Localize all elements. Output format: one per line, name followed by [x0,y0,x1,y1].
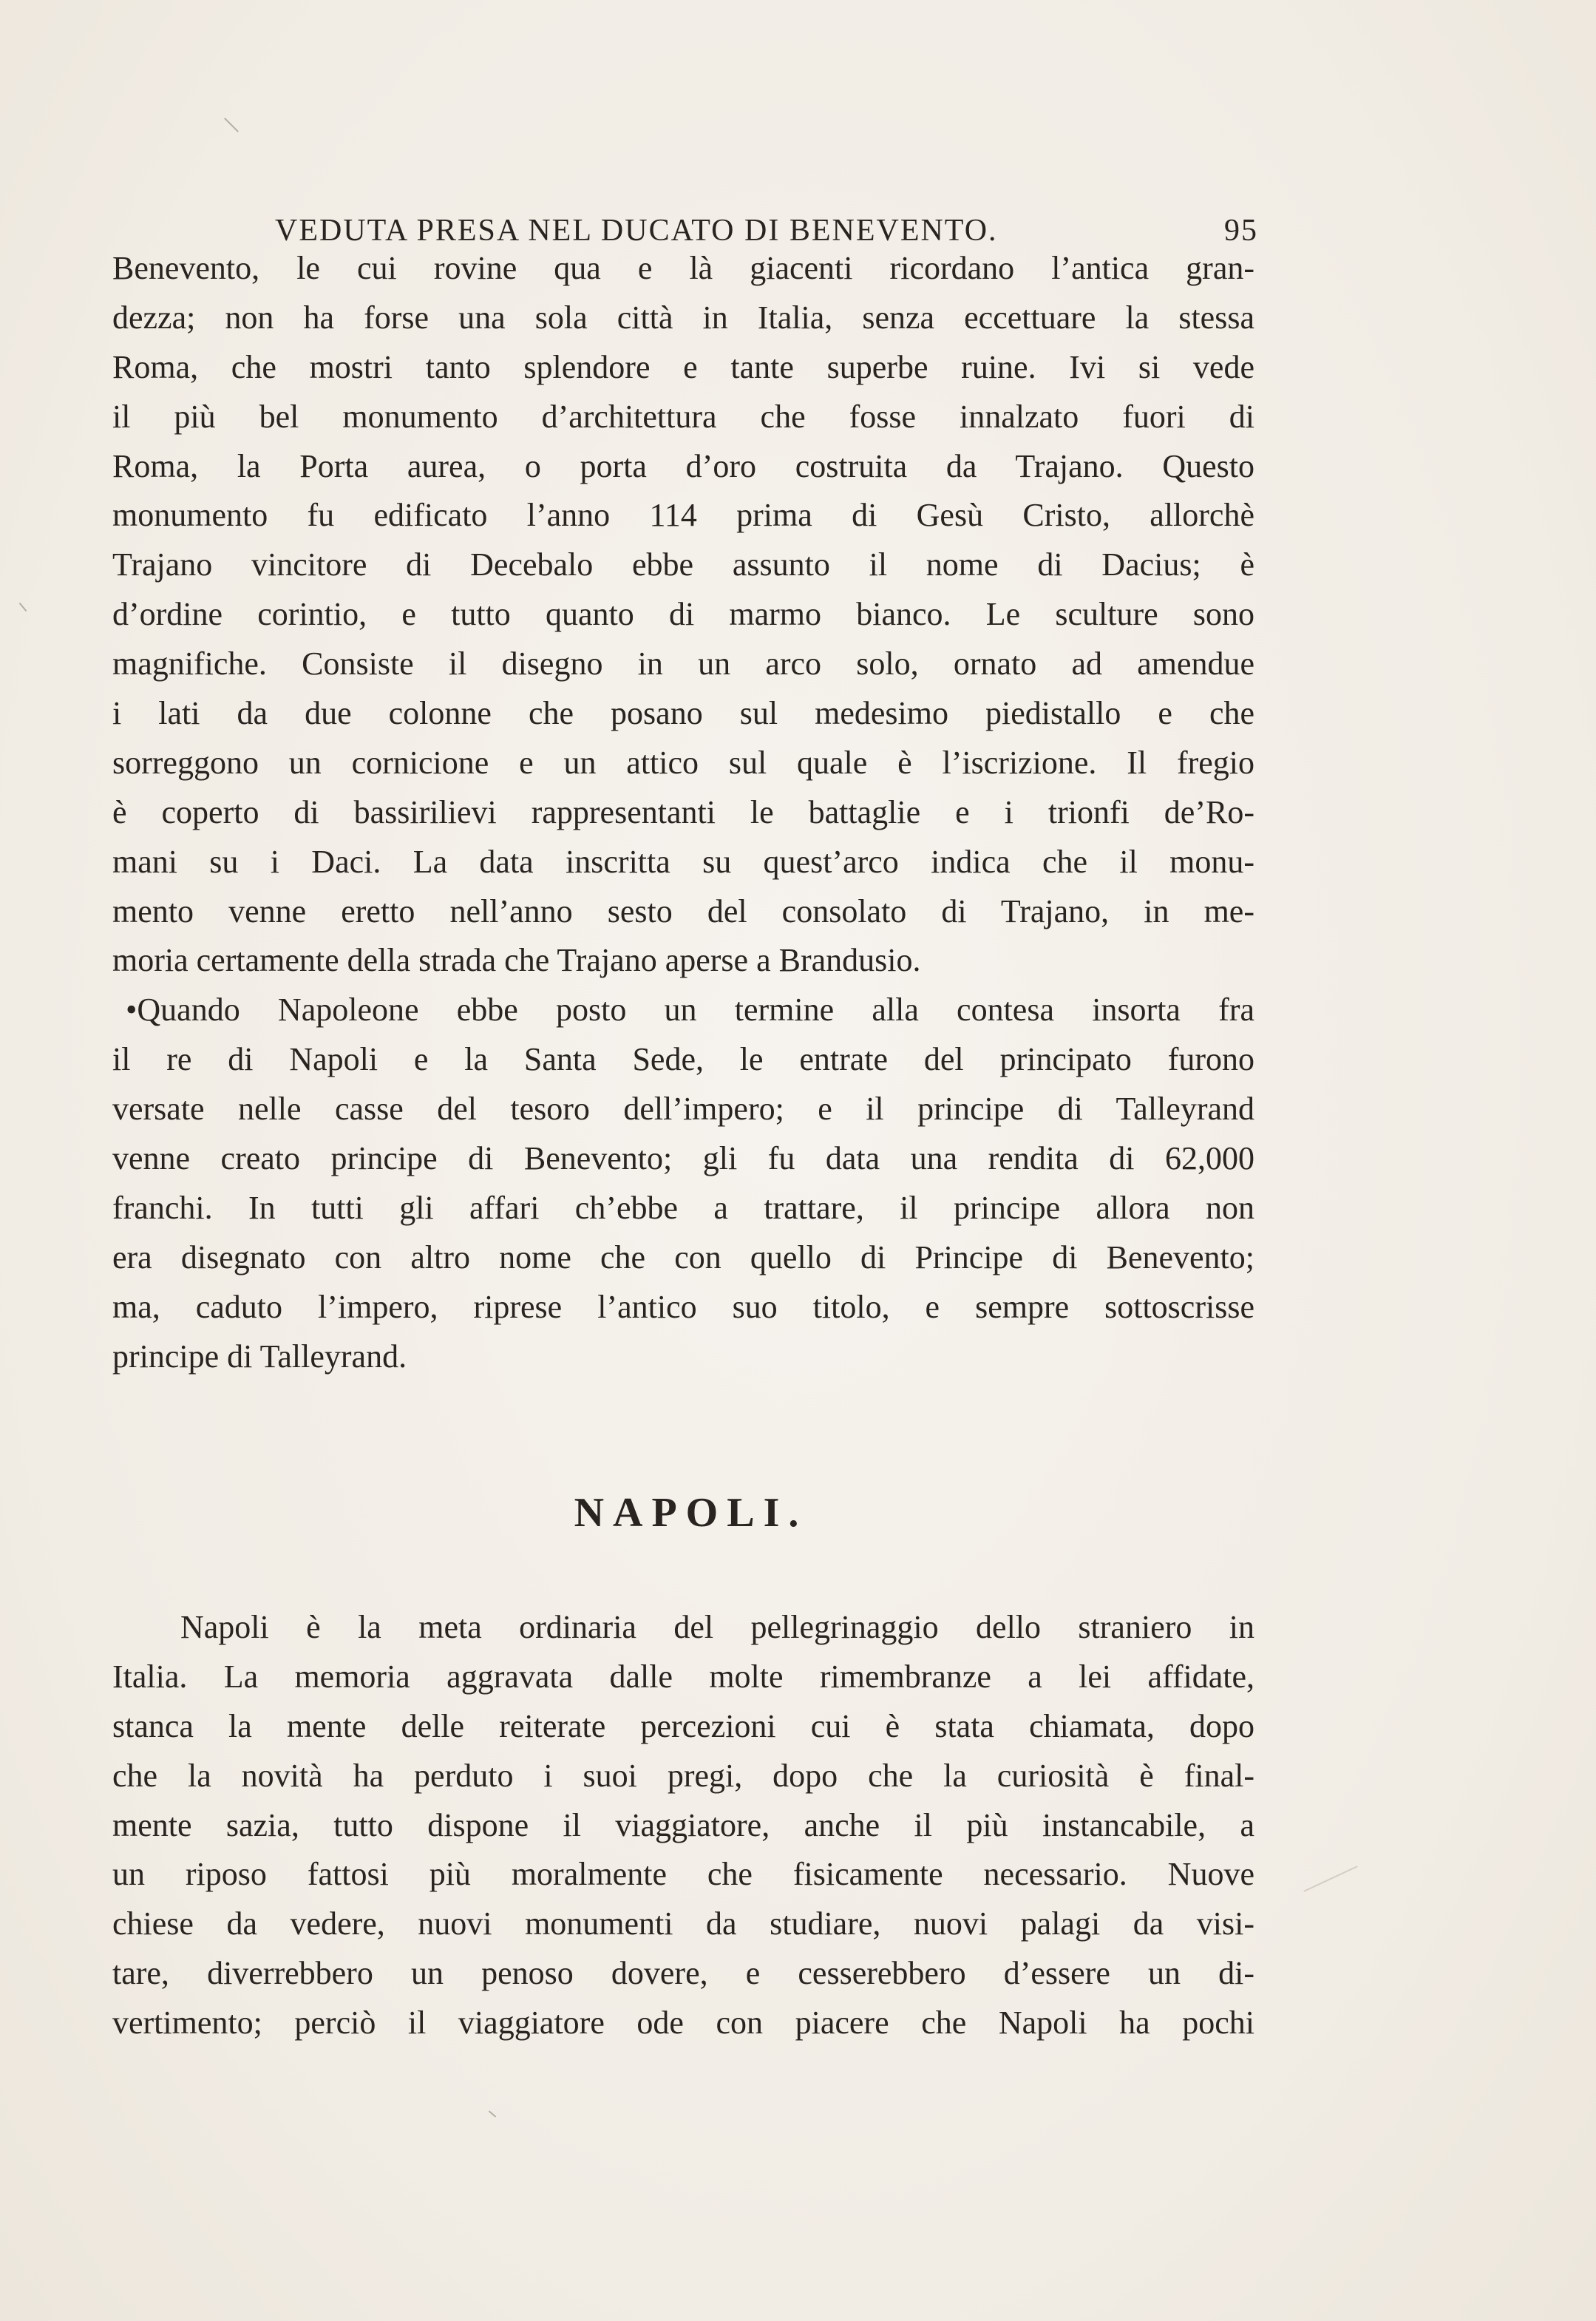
text-line: mente sazia, tutto dispone il viaggiatore, anche il più instancabile, a [112,1806,1254,1843]
text-line: il re di Napoli e la Santa Sede, le entrate del principato furono [112,1041,1254,1078]
section-heading: NAPOLI. [574,1490,808,1536]
text-line: monumento fu edificato l’anno 114 prima di Gesù Cristo, allorchè [112,497,1254,534]
text-line: un riposo fattosi più moralmente che fisicamente necessario. Nuove [112,1856,1254,1893]
text-block-napoli [112,1603,1254,2048]
text-line: magnifiche. Consiste il disegno in un arco solo, ornato ad amendue [112,646,1254,682]
text-line: era disegnato con altro nome che con quello di Principe di Benevento; [112,1239,1254,1275]
text-line: mani su i Daci. La data inscritta su quest’arco indica che il monu- [112,843,1254,880]
text-block-top [112,244,1254,1381]
text-line: è coperto di bassirilievi rappresentanti le battaglie e i trionfi de’Ro- [112,793,1254,830]
text-line: vertimento; perciò il viaggiatore ode con piacere che Napoli ha pochi [112,2005,1254,2042]
text-line: versate nelle casse del tesoro dell’impero; e il principe di Talleyrand [112,1091,1254,1128]
text-line: sorreggono un cornicione e un attico sul quale è l’iscrizione. Il fregio [112,744,1254,781]
page-speck [224,118,239,132]
text-line: Trajano vincitore di Decebalo ebbe assunto il nome di Dacius; è [112,546,1254,583]
text-line: venne creato principe di Benevento; gli fu data una rendita di 62,000 [112,1140,1254,1177]
text-line: Roma, la Porta aurea, o porta d’oro costruita da Trajano. Questo [112,447,1254,484]
page-speck [19,603,27,611]
text-line: i lati da due colonne che posano sul medesimo piedistallo e che [112,695,1254,732]
text-line: stanca la mente delle reiterate percezioni cui è stata chiamata, dopo [112,1707,1254,1744]
running-head-title: VEDUTA PRESA NEL DUCATO DI BENEVENTO. [275,214,998,248]
text-line: il più bel monumento d’architettura che fosse innalzato fuori di [112,398,1254,435]
text-line: moria certamente della strada che Trajano aperse a Brandusio. [112,942,921,979]
text-line: che la novità ha perduto i suoi pregi, dopo che la curiosità è final- [112,1757,1254,1794]
text-line: Napoli è la meta ordinaria del pellegrinaggio dello straniero in [180,1609,1254,1645]
text-line: chiese da vedere, nuovi monumenti da studiare, nuovi palagi da visi- [112,1905,1254,1942]
page-number: 95 [1224,214,1258,248]
text-line: •Quando Napoleone ebbe posto un termine alla contesa insorta fra [126,992,1254,1029]
paragraph-talleyrand [112,986,1254,1381]
text-line: dezza; non ha forse una sola città in Italia, senza eccettuare la stessa [112,299,1254,336]
text-line: principe di Talleyrand. [112,1338,407,1375]
text-line: franchi. In tutti gli affari ch’ebbe a trattare, il principe allora non [112,1189,1254,1226]
text-line: Roma, che mostri tanto splendore e tante superbe ruine. Ivi si vede [112,348,1254,385]
text-line: d’ordine corintio, e tutto quanto di marmo bianco. Le sculture sono [112,596,1254,633]
text-line: Italia. La memoria aggravata dalle molte rimembranze a lei affidate, [112,1658,1254,1695]
text-line: tare, diverrebbero un penoso dovere, e cesserebbero d’essere un di- [112,1955,1254,1992]
text-line: ma, caduto l’impero, riprese l’antico suo titolo, e sempre sottoscrisse [112,1288,1254,1325]
page-speck [489,2110,496,2117]
page-speck [1303,1866,1357,1892]
text-line: Benevento, le cui rovine qua e là giacenti ricordano l’antica gran- [112,250,1254,286]
paragraph-continued [112,244,1254,986]
text-line: mento venne eretto nell’anno sesto del consolato di Trajano, in me- [112,892,1254,929]
